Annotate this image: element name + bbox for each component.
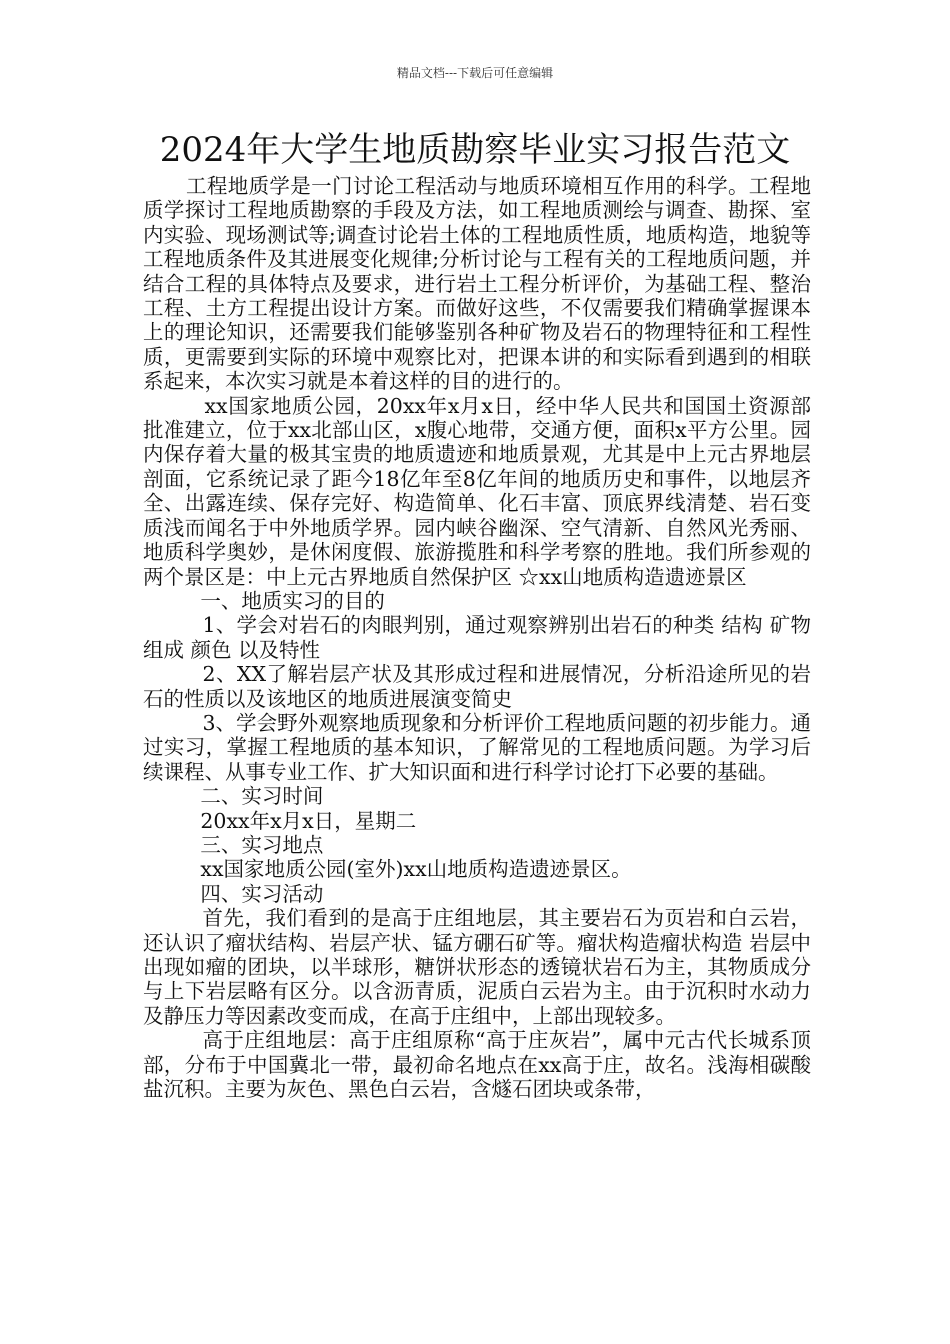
paragraph-purpose-3: 3、学会野外观察地质现象和分析评价工程地质问题的初步能力。通过实习，掌握工程地质的基本知识，了解常见的工程地质问题。为学习后续课程、从事专业工作、扩大知识面和进行科学讨论打下必要的基础。 xyxy=(143,710,811,784)
page-header: 精品文档---下载后可任意编辑 xyxy=(396,66,554,80)
paragraph-purpose-1: 1、学会对岩石的肉眼判别，通过观察辨别出岩石的种类 结构 矿物组成 颜色 以及特性 xyxy=(143,613,811,662)
section-heading-activities: 四、实习活动 xyxy=(200,881,324,906)
paragraph-activities-2: 高于庄组地层：高于庄组原称“高于庄灰岩”，属中元古代长城系顶部，分布于中国冀北一带，最初命名地点在xx高于庄，故名。浅海相碳酸盐沉积。主要为灰色、黑色白云岩，含燧石团块或条带， xyxy=(143,1028,811,1102)
section-heading-purpose: 一、地质实习的目的 xyxy=(200,588,385,613)
paragraph-activities-1: 首先，我们看到的是高于庄组地层，其主要岩石为页岩和白云岩，还认识了瘤状结构、岩层产状、锰方硼石矿等。瘤状构造瘤状构造 岩层中出现如瘤的团块，以半球形，糖饼状形态的透镜状岩石为主，其物质成分与上下岩层略有区分。以含沥青质，泥质白云岩为主。由于沉积时水动力及静压力等因素改变而成，在高于庄组中，上部出现较多。 xyxy=(143,906,811,1028)
paragraph-time: 20xx年x月x日，星期二 xyxy=(200,808,417,833)
paragraph-purpose-2: 2、XX了解岩层产状及其形成过程和进展情况，分析沿途所见的岩石的性质以及该地区的地质进展演变简史 xyxy=(143,662,811,711)
document-title: 2024年大学生地质勘察毕业实习报告范文 xyxy=(159,130,791,170)
section-heading-location: 三、实习地点 xyxy=(200,832,324,857)
paragraph-location: xx国家地质公园(室外)xx山地质构造遗迹景区。 xyxy=(200,857,632,882)
paragraph-park: xx国家地质公园，20xx年x月x日，经中华人民共和国国土资源部批准建立，位于xx北部山区，x腹心地带，交通方便，面积x平方公里。园内保存着大量的极其宝贵的地质遗迹和地质景观，尤其是中上元古界地层剖面，它系统记录了距今18亿年至8亿年间的地质历史和事件，以地层齐全、出露连续、保存完好、构造简单、化石丰富、顶底界线清楚、岩石变质浅而闻名于中外地质学界。园内峡谷幽深、空气清新、自然风光秀丽、地质科学奥妙，是休闲度假、旅游揽胜和科学考察的胜地。我们所参观的两个景区是：中上元古界地质自然保护区 ☆xx山地质构造遗迹景区 xyxy=(143,393,811,589)
paragraph-intro: 工程地质学是一门讨论工程活动与地质环境相互作用的科学。工程地质学探讨工程地质勘察的手段及方法，如工程地质测绘与调查、勘探、室内实验、现场测试等;调查讨论岩土体的工程地质性质，地质构造，地貌等工程地质条件及其进展变化规律;分析讨论与工程有关的工程地质问题，并结合工程的具体特点及要求，进行岩土工程分析评价，为基础工程、整治工程、土方工程提出设计方案。而做好这些，不仅需要我们精确掌握课本上的理论知识，还需要我们能够鉴别各种矿物及岩石的物理特征和工程性质，更需要到实际的环境中观察比对，把课本讲的和实际看到遇到的相联系起来，本次实习就是本着这样的目的进行的。 xyxy=(143,174,811,394)
document-body xyxy=(143,174,811,1101)
section-heading-time: 二、实习时间 xyxy=(200,784,324,809)
